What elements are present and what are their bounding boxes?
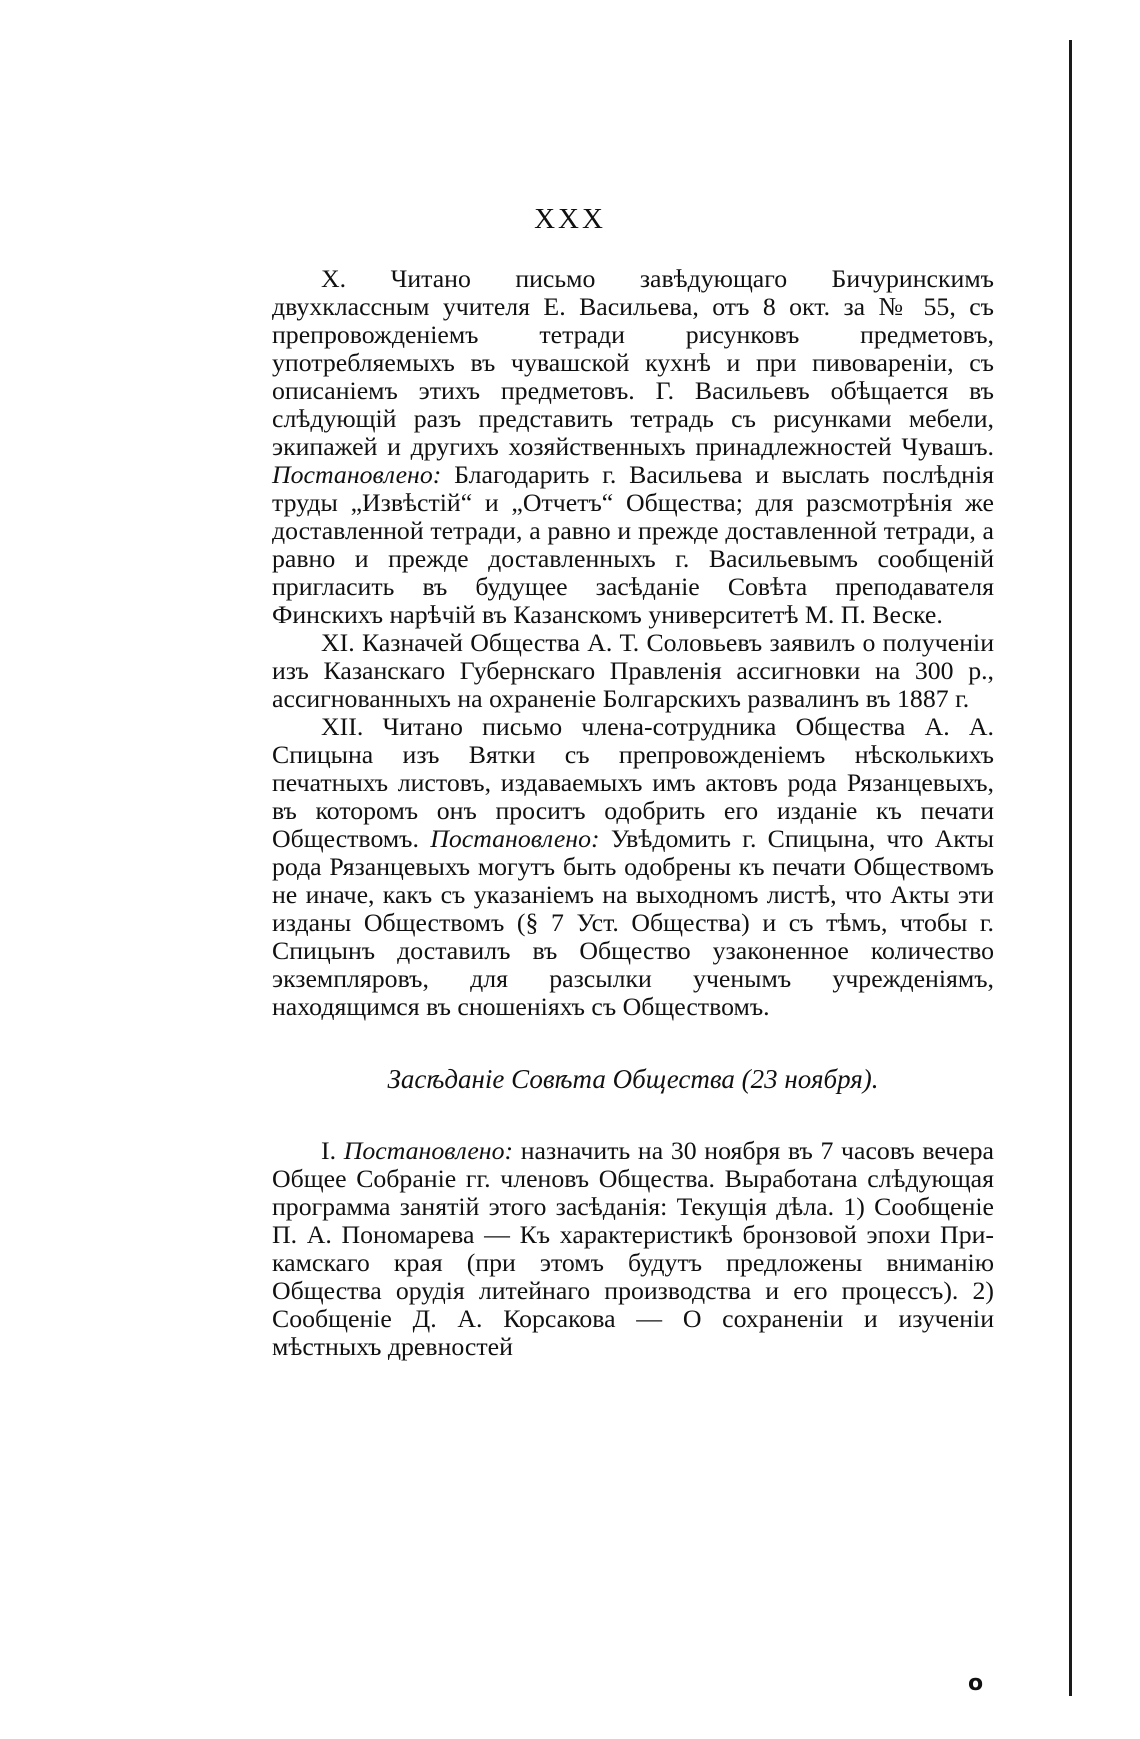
paragraph-text: Увѣдомить г. Спицына, что Акты рода Рязанцевыхъ могутъ быть одобрены къ печати Обществомъ не иначе, какъ съ указанiемъ на выходномъ листѣ, что Акты эти изданы Обществомъ (§ 7 Уст. Общества) и съ тѣмъ, чтобы г. Спицынъ доставилъ въ Общество узаконенное количество экземпляровъ, для разсылки ученымъ учрежденiямъ, находящимся въ сношенiяхъ съ Обществомъ. bbox=[272, 824, 995, 1021]
paragraph-text: Читано письмо члена-сотрудника Общества А. А. Спицына изъ Вятки съ препровожденiемъ нѣсколькихъ печатныхъ листовъ, издаваемыхъ имъ актовъ рода Рязанцевыхъ, въ которомъ онъ проситъ одобрить его изданiе къ печати Обществомъ. bbox=[272, 712, 994, 853]
paragraph-x bbox=[272, 265, 994, 629]
scan-binding-edge bbox=[1069, 40, 1072, 1696]
paragraph-text: Казначей Общества А. Т. Соловьевъ заявилъ о полученiи изъ Казанскаго Губернскаго Правленiя ассигновки на 300 р., ассигнованныхъ на охраненiе Болгарскихъ развалинъ въ 1887 г. bbox=[272, 628, 995, 713]
page-number: XXX bbox=[534, 203, 606, 235]
paragraph-number: XI. bbox=[321, 628, 355, 657]
resolution-label: Постановлено: bbox=[430, 824, 600, 853]
section-title: Засѣданiе Совѣта Общества (23 ноября). bbox=[387, 1064, 879, 1094]
page-body bbox=[272, 265, 994, 1361]
paragraph-xi bbox=[272, 629, 994, 713]
paragraph-number: I. bbox=[321, 1136, 337, 1165]
paragraph-number: XII. bbox=[321, 712, 364, 741]
resolution-label: Постановлено: bbox=[272, 460, 442, 489]
printer-mark: o bbox=[968, 1671, 984, 1696]
paragraph-number: X. bbox=[321, 264, 347, 293]
resolution-label: Постановлено: bbox=[343, 1136, 514, 1165]
paragraph-xii bbox=[272, 713, 994, 1021]
paragraph-text: назначить на 30 ноября въ 7 часовъ вечера Общее Собранiе гг. членовъ Общества. Выработана слѣдующая программа занятiй этого засѣданiя: Текущiя дѣла. 1) Сообщенiе П. А. Пономарева — Къ характеристикѣ бронзовой эпохи При-камскаго края (при этомъ будутъ предложены вниманiю Общества орудiя литейнаго производства и его процессъ). 2) Сообщенiе Д. А. Корсакова — О сохраненiи и изученiи мѣстныхъ древностей bbox=[272, 1136, 994, 1361]
paragraph-text: Читано письмо завѣдующаго Бичуринскимъ двухклассным учителя Е. Васильева, отъ 8 окт. за № 55, съ препровожденiемъ тетради рисунковъ предметовъ, употребляемыхъ въ чувашской кухнѣ и при пивоваренiи, съ описанiемъ этихъ предметовъ. Г. Васильевъ обѣщается въ слѣдующiй разъ представить тетрадь съ рисунками мебели, экипажей и другихъ хозяйственныхъ принадлежностей Чувашъ. bbox=[272, 264, 994, 461]
paragraph-i bbox=[272, 1137, 994, 1361]
paragraph-text: Благодарить г. Васильева и выслать послѣднiя труды „Извѣстiй“ и „Отчетъ“ Общества; для разсмотрѣнiя же доставленной тетради, а равно и прежде доставленной тетради, а равно и прежде доставленныхъ г. Васильевымъ сообщенiй пригласить въ будущее засѣданiе Совѣта преподавателя Финскихъ нарѣчiй въ Казанскомъ университетѣ М. П. Веске. bbox=[272, 460, 994, 629]
